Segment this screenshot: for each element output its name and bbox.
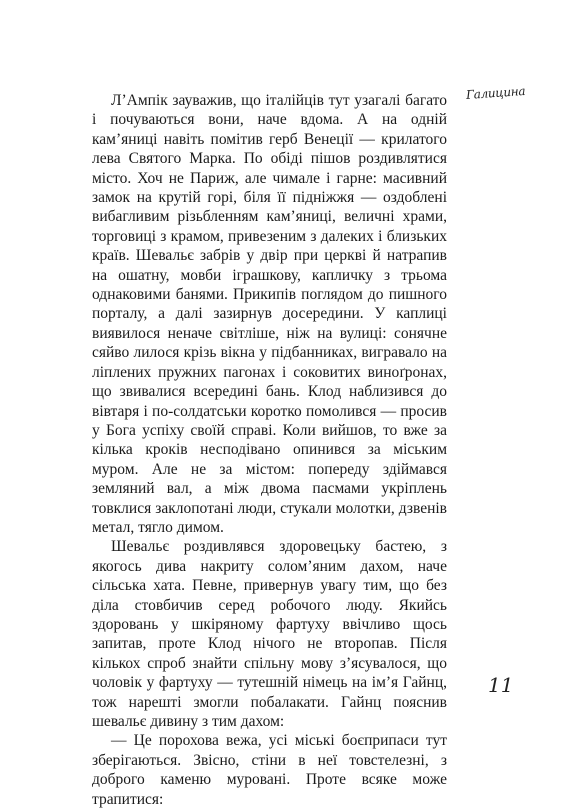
- paragraph-2: Шевальє роздивлявся здоровецьку бастею, з якогось дива накриту солом’яним дахом, наче сільська хата. Певне, привернув увагу тим, що без діла стовбичив серед робочого люду. Якийсь здоровань у шкіряному фартуху ввічливо щось запитав, проте Клод нічого не второпав. Після кількох спроб знайти спільну мову з’ясувалося, що чоловік у фартуху — тутешній німець на ім’я Гайнц, тож нарешті змогли побалакати. Гайнц пояснив шевальє дивину з тим дахом:: [92, 538, 447, 730]
- paragraph-3: — Це порохова вежа, усі міські боєприпаси тут зберігаються. Звісно, стіни в неї товстелезні, з доброго каменю муровані. Проте всяке може трапитися:: [92, 732, 447, 808]
- paragraph-1: Л’Ампік зауважив, що італійців тут узагалі багато і почуваються вони, наче вдома. А на одній кам’яниці навіть помітив герб Венеції — крилатого лева Святого Марка. По обіді пішов роздивлятися місто. Хоч не Париж, але чимале і гарне: масивний замок на крутій горі, біля її підніжжя — оздоблені вибагливим різьбленням кам’яниці, величні храми, торговиці з крамом, привезеним з далеких і близьких країв. Шевальє забрів у двір при церкві й натрапив на ошатну, мовби іграшкову, капличку з трьома однаковими банями. Прикипів поглядом до пишного порталу, а далі зазирнув досередини. У каплиці виявилося неначе світліше, ніж на вулиці: сонячне сяйво лилося крізь вікна у підбанниках, вигравало на ліплених пружних пагонах і соковитих виноґронах, що звивалися всередині бань. Клод наблизився до вівтаря і по-солдатськи коротко помолився — просив у Бога успіху своїй справі. Коли вийшов, то вже за кілька кроків несподівано опинився за міським муром. Але не за містом: попереду здіймався земляний вал, а між двома пасмами укріплень товклися заклопотані люди, стукали молотки, дзвенів метал, тягло димом.: [92, 92, 447, 536]
- page-number: 11: [488, 673, 514, 697]
- body-text: [92, 91, 447, 809]
- running-header-mark: Галицина: [465, 83, 526, 103]
